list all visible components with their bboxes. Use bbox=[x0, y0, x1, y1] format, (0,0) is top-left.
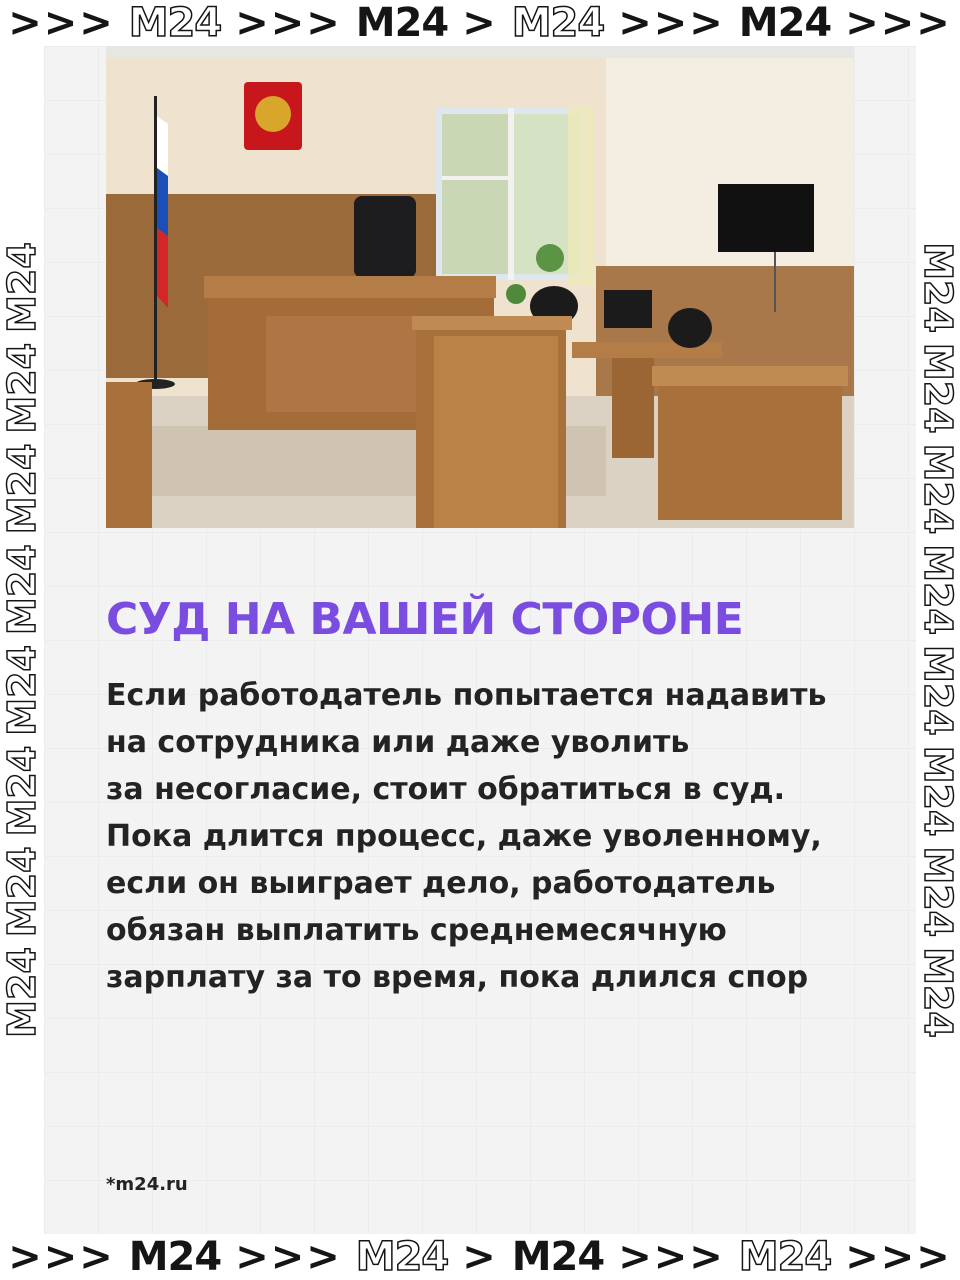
brand-logo: M24 bbox=[355, 0, 449, 46]
brand-logo: M24 bbox=[0, 242, 44, 333]
right-brand-strip bbox=[916, 46, 960, 1234]
brand-logo: M24 bbox=[916, 443, 960, 535]
body-text bbox=[106, 672, 886, 1001]
brand-logo: M24 bbox=[738, 1234, 832, 1280]
arrow-glyph: >>> bbox=[8, 0, 115, 46]
body-line: если он выиграет дело, работодатель bbox=[106, 866, 776, 901]
brand-logo: M24 bbox=[511, 0, 605, 46]
body-line: за несогласие, стоит обратиться в суд. bbox=[106, 772, 786, 807]
body-line: зарплату за то время, пока длился спор bbox=[106, 960, 809, 995]
brand-logo: M24 bbox=[0, 645, 44, 736]
top-brand-strip bbox=[0, 0, 960, 46]
arrow-glyph: >>> bbox=[845, 1234, 952, 1280]
arrow-glyph: >>> bbox=[618, 0, 725, 46]
arrow-glyph: > bbox=[462, 1234, 498, 1280]
brand-logo: M24 bbox=[738, 0, 832, 46]
source-note: *m24.ru bbox=[106, 1174, 188, 1195]
left-brand-strip bbox=[0, 46, 44, 1234]
bottom-brand-strip bbox=[0, 1234, 960, 1280]
brand-logo: M24 bbox=[916, 745, 960, 837]
brand-logo: M24 bbox=[0, 443, 44, 535]
brand-logo: M24 bbox=[0, 342, 44, 434]
arrow-glyph: >>> bbox=[235, 0, 342, 46]
brand-logo: M24 bbox=[916, 645, 960, 736]
arrow-glyph: >>> bbox=[618, 1234, 725, 1280]
brand-logo: M24 bbox=[0, 947, 44, 1038]
brand-logo: M24 bbox=[916, 846, 960, 938]
body-line: обязан выплатить среднемесячную bbox=[106, 913, 727, 948]
brand-logo: M24 bbox=[0, 846, 44, 938]
body-line: Пока длится процесс, даже уволенному, bbox=[106, 819, 822, 854]
brand-logo: M24 bbox=[916, 242, 960, 333]
brand-logo: M24 bbox=[355, 1234, 449, 1280]
brand-logo: M24 bbox=[128, 1234, 222, 1280]
brand-logo: M24 bbox=[128, 0, 222, 46]
brand-logo: M24 bbox=[916, 342, 960, 434]
brand-logo: M24 bbox=[511, 1234, 605, 1280]
courtroom-photo bbox=[106, 46, 854, 528]
headline: СУД НА ВАШЕЙ СТОРОНЕ bbox=[106, 594, 744, 645]
arrow-glyph: >>> bbox=[845, 0, 952, 46]
body-line: Если работодатель попытается надавить bbox=[106, 678, 827, 713]
arrow-glyph: > bbox=[462, 0, 498, 46]
brand-logo: M24 bbox=[0, 544, 44, 635]
brand-logo: M24 bbox=[916, 947, 960, 1038]
arrow-glyph: >>> bbox=[235, 1234, 342, 1280]
brand-logo: M24 bbox=[0, 745, 44, 837]
content-card bbox=[44, 46, 916, 1234]
arrow-glyph: >>> bbox=[8, 1234, 115, 1280]
brand-logo: M24 bbox=[916, 544, 960, 635]
body-line: на сотрудника или даже уволить bbox=[106, 725, 690, 760]
